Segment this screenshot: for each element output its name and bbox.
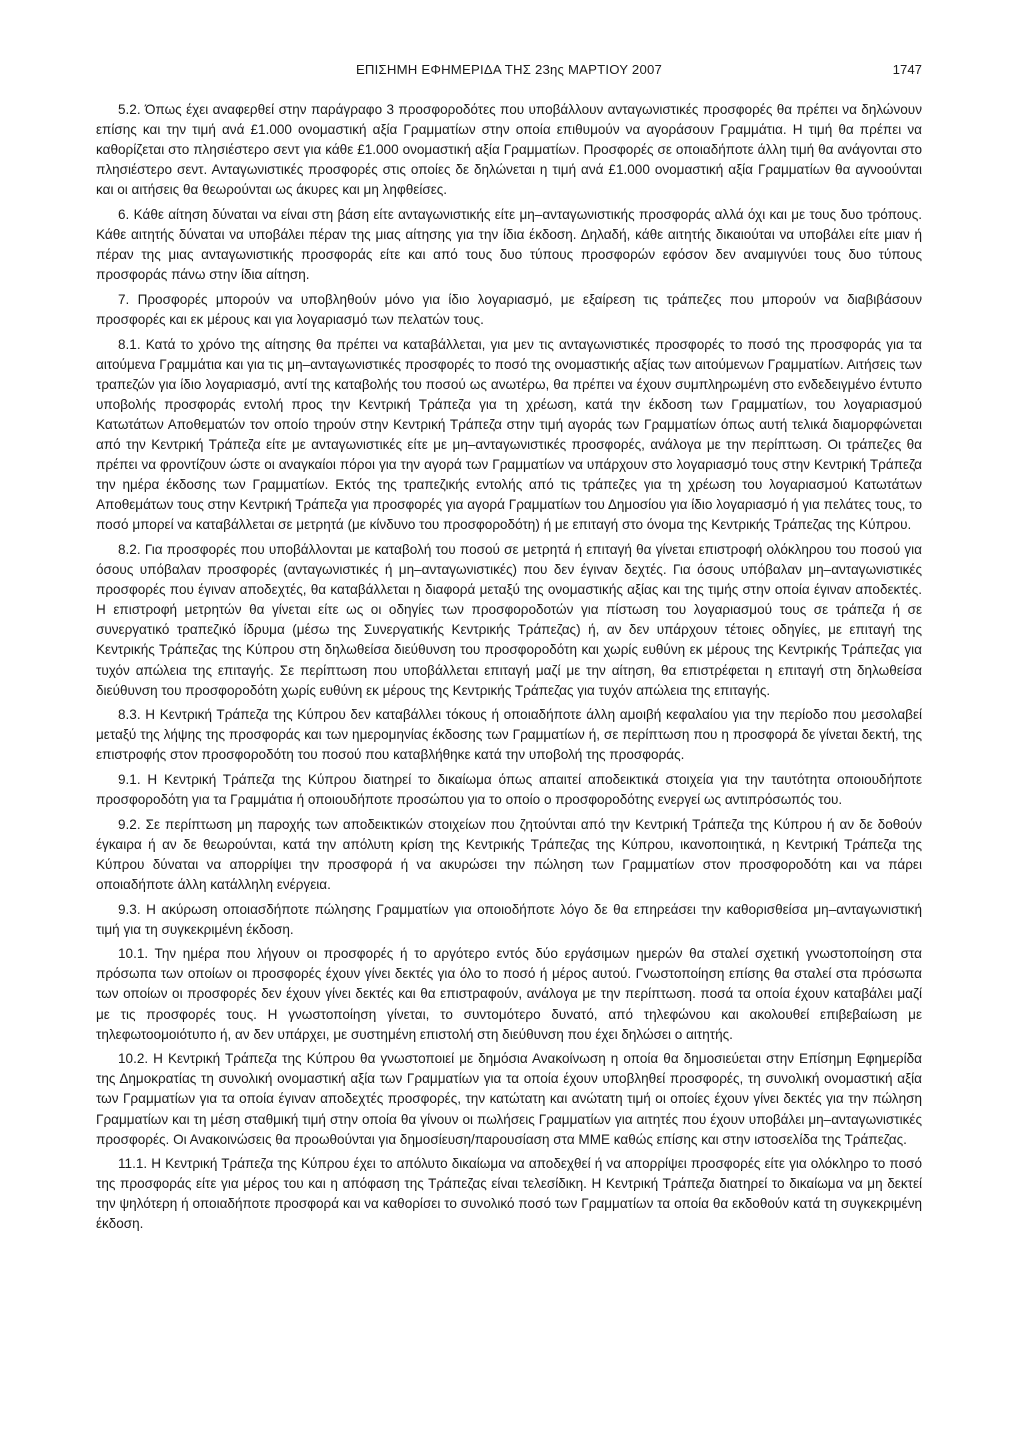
paragraph-9-1: 9.1. Η Κεντρική Τράπεζα της Κύπρου διατηρεί το δικαίωμα όπως απαιτεί αποδεικτικά στοιχεία για την ταυτότητα οποιουδήποτε προσφοροδότη για τα Γραμμάτια ή οποιουδήποτε προσώπου για το οποίο ο προσφοροδότης ενεργεί ως αντιπρόσωπός του. (96, 772, 922, 808)
paragraph-11-1: 11.1. Η Κεντρική Τράπεζα της Κύπρου έχει το απόλυτο δικαίωμα να αποδεχθεί ή να απορρίψει προσφορές είτε για ολόκληρο το ποσό της προσφοράς είτε για μέρος του και η απόφαση της Τράπεζας είναι τελεσίδικη. Η Κεντρική Τράπεζα διατηρεί το δικαίωμα να μη δεκτεί την ψηλότερη ή οποιαδήποτε προσφορά και να καθορίσει το συνολικό ποσό των Γραμματίων τα οποία θα εκδοθούν κατά τη συγκεκριμένη έκδοση. (96, 1156, 922, 1232)
document-body (96, 100, 922, 1239)
page-header (96, 62, 922, 86)
paragraph-6: 6. Κάθε αίτηση δύναται να είναι στη βάση είτε ανταγωνιστικής είτε μη–ανταγωνιστικής προσφοράς αλλά όχι και με τους δυο τρόπους. Κάθε αιτητής δύναται να υποβάλει πέραν της μιας αίτησης για την ίδια έκδοση. Δηλαδή, κάθε αιτητής δικαιούται να υποβάλει είτε μιαν ή πέραν της μιας ανταγωνιστικής προσφοράς είτε και από τους δυο τύπους προσφορών εφόσον δεν αναμιγνύει τους δυο τύπους προσφοράς πάνω στην ίδια αίτηση. (96, 206, 922, 283)
paragraph-7: 7. Προσφορές μπορούν να υποβληθούν μόνο για ίδιο λογαριασμό, με εξαίρεση τις τράπεζες που μπορούν να διαβιβάσουν προσφορές και εκ μέρους και για λογαριασμό των πελατών τους. (96, 291, 922, 327)
paragraph-8-1: 8.1. Κατά το χρόνο της αίτησης θα πρέπει να καταβάλλεται, για μεν τις ανταγωνιστικές προσφορές το ποσό της προσφοράς για τα αιτούμενα Γραμμάτια και για τις μη–ανταγωνιστικές προσφορές το ποσό της ονομαστικής αξίας των αιτούμενων Γραμματίων. Αιτήσεις των τραπεζών για ίδιο λογαριασμό, αντί της καταβολής του ποσού ως ανωτέρω, θα πρέπει να έχουν συμπληρωμένη στο ενδεδειγμένο έντυπο υποβολής προσφοράς εντολή προς την Κεντρική Τράπεζα για τη χρέωση, κατά την έκδοση των Γραμματίων, του λογαριασμού Κατωτάτων Αποθεματών τον οποίο τηρούν στην Κεντρική Τράπεζα στην τιμή αγοράς των Γραμματίων όπως αυτή τελικά διαμορφώνεται από την Κεντρική Τράπεζα είτε με ανταγωνιστικές είτε με μη–ανταγωνιστικές προσφορές, ανάλογα με την περίπτωση. Οι τράπεζες θα πρέπει να φροντίζουν ώστε οι αναγκαίοι πόροι για την αγορά των Γραμματίων να υπάρχουν στο λογαριασμό τους στην Κεντρική Τράπεζα την ημέρα έκδοσης των Γραμματίων. Εκτός της τραπεζικής εντολής από τις τράπεζες για τη χρέωση του λογαριασμού Κατωτάτων Αποθεμάτων τους στην Κεντρική Τράπεζα για προσφορές για αγορά Γραμματίων του Δημοσίου για ίδιο λογαριασμό ή για πελάτες τους, το ποσό μπορεί να καταβάλλεται σε μετρητά (με κίνδυνο του προσφοροδότη) ή με επιταγή στο όνομα της Κεντρικής Τράπεζας της Κύπρου. (96, 336, 922, 533)
paragraph-10-2: 10.2. Η Κεντρική Τράπεζα της Κύπρου θα γνωστοποιεί με δημόσια Ανακοίνωση η οποία θα δημοσιεύεται στην Επίσημη Εφημερίδα της Δημοκρατίας τη συνολική ονομαστική αξία των Γραμματίων για τα οποία έχουν υποβληθεί προσφορές, τη συνολική ονομαστική αξία των Γραμματίων για τα οποία έγιναν αποδεχτές προσφορές, την κατώτατη και ανώτατη τιμή οι οποίες έχουν γίνει δεκτές για την πώληση Γραμματίων και τη μέση σταθμική τιμή στην οποία θα γίνουν οι πωλήσεις Γραμματίων για αιτητές που έχουν υποβάλει μη–ανταγωνιστικές προσφορές. Οι Ανακοινώσεις θα προωθούνται για δημοσίευση/παρουσίαση στα ΜΜΕ καθώς επίσης και στην ιστοσελίδα της Τράπεζας. (96, 1051, 922, 1147)
paragraph-5-2: 5.2. Όπως έχει αναφερθεί στην παράγραφο 3 προσφοροδότες που υποβάλλουν ανταγωνιστικές προσφορές θα πρέπει να δηλώνουν επίσης και την τιμή ανά £1.000 ονομαστική αξία Γραμματίων στην οποία επιθυμούν να αγοράσουν Γραμμάτια. Η τιμή θα πρέπει να καθορίζεται στο πλησιέστερο σεντ για κάθε £1.000 ονομαστική αξία Γραμματίων. Προσφορές σε οποιαδήποτε άλλη τιμή θα ανάγονται στο πλησιέστερο σεντ. Ανταγωνιστικές προσφορές στις οποίες δε δηλώνεται η τιμή ανά £1.000 ονομαστική αξία Γραμματίων θα αγνοούνται και οι αιτήσεις θα θεωρούνται ως άκυρες και μη ληφθείσες. (96, 102, 922, 198)
page-number: 1747 (892, 62, 922, 77)
paragraph-8-3: 8.3. Η Κεντρική Τράπεζα της Κύπρου δεν καταβάλλει τόκους ή οποιαδήποτε άλλη αμοιβή κεφαλαίου για την περίοδο που μεσολαβεί μεταξύ της λήψης της προσφοράς και των ημερομηνίας έκδοσης των Γραμματίων ή, σε περίπτωση που η προσφορά δε γίνεται δεκτή, της επιστροφής στον προσφοροδότη του ποσού που καταβλήθηκε κατά την υποβολή της προσφοράς. (96, 707, 922, 763)
paragraph-8-2: 8.2. Για προσφορές που υποβάλλονται με καταβολή του ποσού σε μετρητά ή επιταγή θα γίνεται επιστροφή ολόκληρου του ποσού για όσους υπόβαλαν προσφορές (ανταγωνιστικές ή μη–ανταγωνιστικές) που δεν έγιναν δεχτές. Για όσους υπόβαλαν μη–ανταγωνιστικές προσφορές που έγιναν αποδεχτές, θα καταβάλλεται η διαφορά μεταξύ της ονομαστικής αξίας και της τιμής στην οποία έγιναν αποδεκτές. Η επιστροφή μετρητών θα γίνεται είτε ως οι οδηγίες των προσφοροδοτών για πίστωση του λογαριασμού τους σε τράπεζα ή σε συνεργατικό τραπεζικό ίδρυμα (μέσω της Συνεργατικής Κεντρικής Τράπεζας) ή, αν δεν υπάρχουν τέτοιες οδηγίες, με επιταγή της Κεντρικής Τράπεζας της Κύπρου στη δηλωθείσα διεύθυνση του προσφοροδότη και χωρίς ευθύνη εκ μέρους της Κεντρικής Τράπεζας για τυχόν απώλεια της επιταγής. Σε περίπτωση που υποβάλλεται επιταγή μαζί με την αίτηση, θα επιστρέφεται η επιταγή στη δηλωθείσα διεύθυνση του προσφοροδότη χωρίς ευθύνη εκ μέρους της Κεντρικής Τράπεζας για τυχόν απώλεια της επιταγής. (96, 541, 922, 698)
paragraph-9-2: 9.2. Σε περίπτωση μη παροχής των αποδεικτικών στοιχείων που ζητούνται από την Κεντρική Τράπεζα της Κύπρου ή αν δε δοθούν έγκαιρα ή αν δε θεωρούνται, κατά την απόλυτη κρίση της Κεντρικής Τράπεζας της Κύπρου, ικανοποιητικά, η Κεντρική Τράπεζα της Κύπρου δύναται να απορρίψει την προσφορά ή να ακυρώσει την πώληση των Γραμματίων στον προσφοροδότη και να πάρει οποιαδήποτε άλλη κατάλληλη ενέργεια. (96, 816, 922, 892)
gazette-title: ΕΠΙΣΗΜΗ ΕΦΗΜΕΡΙΔΑ ΤΗΣ 23ης ΜΑΡΤΙΟΥ 2007 (355, 62, 663, 77)
paragraph-10-1: 10.1. Την ημέρα που λήγουν οι προσφορές ή το αργότερο εντός δύο εργάσιμων ημερών θα σταλεί σχετική γνωστοποίηση στα πρόσωπα των οποίων οι προσφορές έχουν γίνει δεκτές για όλο το ποσό ή μέρος αυτού. Γνωστοποίηση επίσης θα σταλεί στα πρόσωπα των οποίων οι προσφορές δεν έχουν γίνει δεκτές και θα επιστραφούν, ανάλογα με την περίπτωση. ποσά τα οποία έχουν καταβάλει μαζί με τις προσφορές τους. Η γνωστοποίηση γίνεται, το συντομότερο δυνατό, από τηλεφώνου και ακολουθεί επιβεβαίωση με τηλεφωτοομοιότυπο ή, αν δεν υπάρχει, με συστημένη επιστολή στη διεύθυνση που έχει δηλώσει ο αιτητής. (96, 946, 922, 1042)
paragraph-9-3: 9.3. Η ακύρωση οποιασδήποτε πώλησης Γραμματίων για οποιοδήποτε λόγο δε θα επηρεάσει την καθορισθείσα μη–ανταγωνιστική τιμή για τη συγκεκριμένη έκδοση. (96, 901, 922, 937)
